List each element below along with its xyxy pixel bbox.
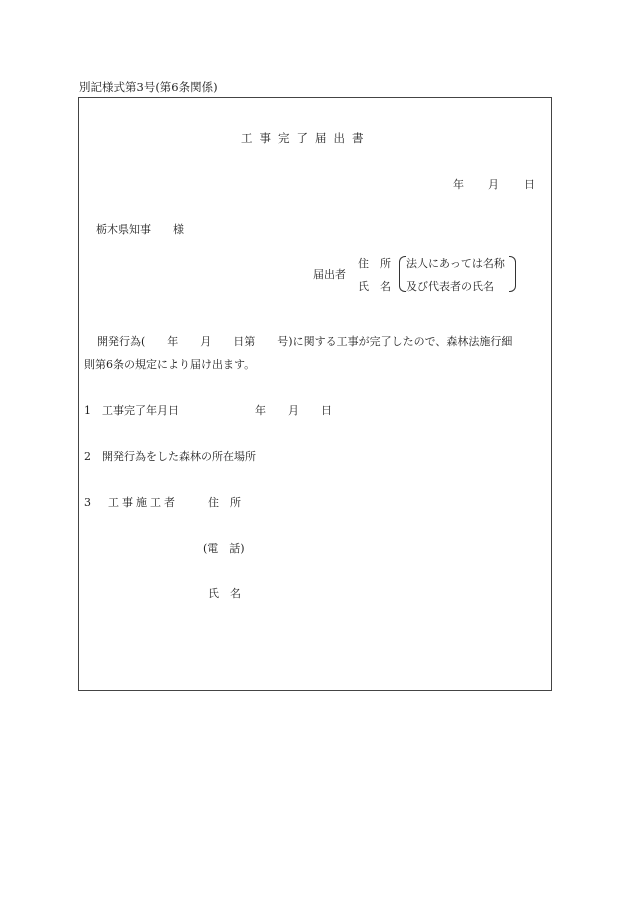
date-day: 日 [524,178,535,191]
left-bracket [399,256,406,292]
item3-phone-label: (電 話) [203,542,245,555]
item3-address-label: 住 所 [208,496,241,509]
body-line2: 則第6条の規定により届け出ます。 [84,358,256,371]
right-bracket [509,256,516,292]
item3-label: 3 工事施工者 [84,496,178,509]
form-title: 工事完了届出書 [241,131,371,145]
applicant-name-label: 氏 名 [358,280,391,293]
applicant-note-line1: 法人にあっては名称 [406,257,505,270]
form-frame [78,97,552,691]
item3-name-label: 氏 名 [208,587,241,600]
date-year: 年 [453,178,464,191]
addressee: 栃木県知事 様 [96,223,184,236]
form-number-header: 別記様式第3号(第6条関係) [79,80,218,94]
item1-date: 年 月 日 [255,404,332,417]
item1-label: 1 工事完了年月日 [84,404,179,417]
date-month: 月 [488,178,499,191]
applicant-address-label: 住 所 [358,257,391,270]
item-2-label: 2 開発行為をした森林の所在場所 [84,450,256,463]
applicant-label: 届出者 [313,268,346,281]
body-line1: 開発行為( 年 月 日第 号)に関する工事が完了したので、森林法施行細 [97,335,513,348]
applicant-note-line2: 及び代表者の氏名 [406,280,494,293]
